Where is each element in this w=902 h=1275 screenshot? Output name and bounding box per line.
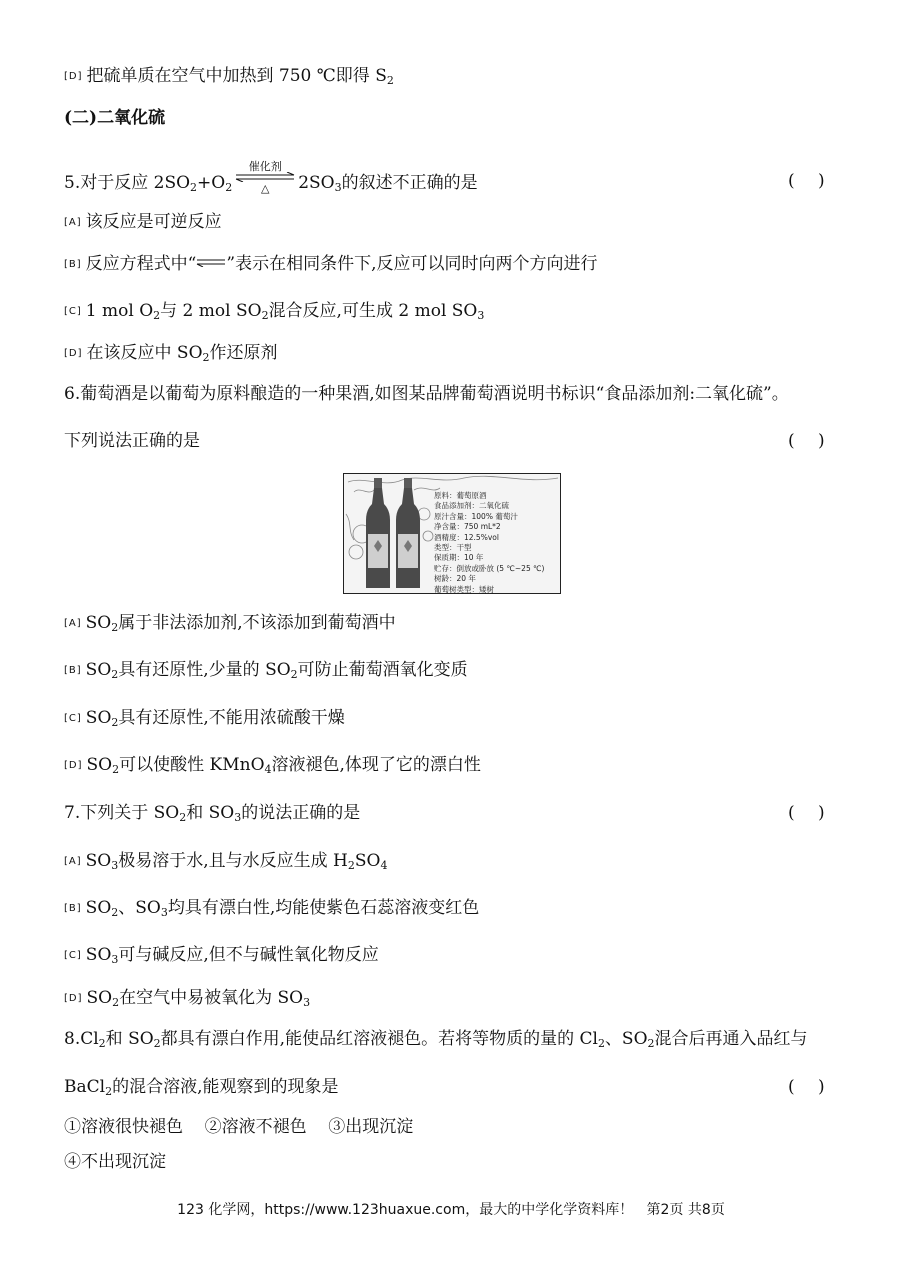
option-tag: [D] [64,71,83,82]
reversible-arrow [234,160,296,195]
option-tag: [B] [64,665,82,676]
wine-label-line: 原料：葡萄原酒 [434,491,487,500]
option-tag: [B] [64,903,82,914]
q8-choices-line1: ①溶液很快褪色 ②溶液不褪色 ③出现沉淀 [64,1117,414,1137]
reversible-arrow-icon [196,257,226,267]
q8-stem-line2: BaCl$_2$的混合溶液,能观察到的现象是 [64,1077,339,1098]
answer-bracket: ( ) [788,171,825,191]
answer-bracket: ( ) [788,431,825,451]
q6-option-d: [D] $SO_2$可以使酸性 KMnO$_4$溶液褪色,体现了它的漂白性 [64,755,481,776]
q5-stem: 5.对于反应 $2SO_2+O_2$ 催化剂 △ $2SO_3$的叙述不正确的是 [64,170,478,194]
wine-label-line: 净含量：750 mL*2 [434,522,501,532]
page-footer: 123 化学网，https://www.123huaxue.com，最大的中学化学资料库！ 第2页 共8页 [177,1202,725,1218]
q7-option-a: [A] $SO_3$极易溶于水,且与水反应生成 $H_2SO_4$ [64,851,388,872]
q4-option-d: [D] 把硫单质在空气中加热到 750 ℃即得 $S_2$ [64,66,394,87]
wine-label-line: 葡萄树类型：矮树 [434,584,494,594]
q5-option-d: [D] 在该反应中 $SO_2$作还原剂 [64,343,278,364]
q8-choices-line2: ④不出现沉淀 [64,1152,166,1172]
q7-option-c: [C] $SO_3$可与碱反应,但不与碱性氧化物反应 [64,945,379,966]
option-tag: [D] [64,348,83,359]
option-tag: [D] [64,760,83,771]
q6-stem-line1: 6.葡萄酒是以葡萄为原料酿造的一种果酒,如图某品牌葡萄酒说明书标识“食品添加剂:二氧化硫”。 [64,384,789,404]
q5-option-c: [C] 1 mol $O_2$与 2 mol $SO_2$混合反应,可生成 2 mol $SO_3$ [64,301,485,322]
option-tag: [C] [64,950,82,961]
wine-label-line: 原汁含量：100% 葡萄汁 [434,511,518,521]
q5-option-b: [B] 反应方程式中“ ”表示在相同条件下,反应可以同时向两个方向进行 [64,254,598,274]
heat-label: △ [260,182,270,195]
wine-label-line: 类型：干型 [434,543,472,553]
q6-option-a: [A] $SO_2$属于非法添加剂,不该添加到葡萄酒中 [64,613,396,634]
q6-stem-line2: 下列说法正确的是 [64,431,200,451]
wine-label-line: 贮存：倒放或卧放 (5 ℃~25 ℃) [434,563,545,573]
q6-option-c: [C] $SO_2$具有还原性,不能用浓硫酸干燥 [64,708,345,729]
option-tag: [A] [64,217,82,228]
q6-option-b: [B] $SO_2$具有还原性,少量的 $SO_2$可防止葡萄酒氧化变质 [64,660,468,681]
option-tag: [C] [64,306,82,317]
q5-option-a: [A] 该反应是可逆反应 [64,212,222,232]
q8-stem-line1: $8.Cl_2$和 $SO_2$都具有漂白作用,能使品红溶液褪色。若将等物质的量的 $Cl_2$、$SO_2$混合后再通入品红与 [64,1029,808,1050]
option-tag: [A] [64,856,82,867]
answer-bracket: ( ) [788,803,825,823]
catalyst-label: 催化剂 [248,160,282,173]
wine-label-line: 树龄：20 年 [434,574,476,584]
option-tag: [B] [64,259,82,270]
option-tag: [A] [64,618,82,629]
option-tag: [D] [64,993,83,1004]
wine-label-line: 食品添加剂：二氧化硫 [434,501,509,511]
q7-option-d: [D] $SO_2$在空气中易被氧化为 $SO_3$ [64,988,311,1009]
answer-bracket: ( ) [788,1077,825,1097]
wine-label-line: 保质期：10 年 [434,553,484,563]
wine-bottle-icon [396,478,420,588]
wine-bottle-icon [366,478,390,588]
wine-label-text [434,491,544,594]
section-title: (二)二氧化硫 [64,108,166,128]
q7-stem: 7.下列关于 $SO_2$和 $SO_3$的说法正确的是 [64,803,361,824]
q7-option-b: [B] $SO_2$、$SO_3$均具有漂白性,均能使紫色石蕊溶液变红色 [64,898,480,919]
wine-label-line: 酒精度：12.5%vol [434,532,499,542]
wine-label-photo [343,473,561,594]
option-tag: [C] [64,713,82,724]
